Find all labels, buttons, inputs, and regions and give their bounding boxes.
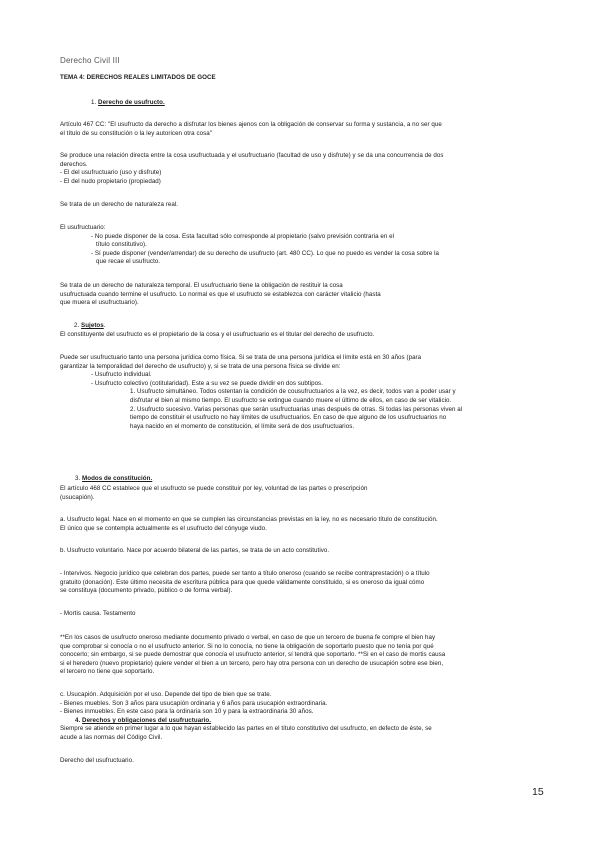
section-title: Modos de constitución. (82, 475, 153, 482)
paragraph-line: Se trata de un derecho de naturaleza temporal. El usufructuario tiene la obligación de restituir la cosa (60, 282, 343, 289)
topic-title: TEMA 4: DERECHOS REALES LIMITADOS DE GOCE (60, 74, 216, 81)
paragraph-line: que muera el usufructuario). (60, 299, 139, 307)
paragraph-line: Se produce una relación directa entre la cosa usufructuada y el usufructuario (facultad de uso y disfrute) y se da una concurrencia de dos (60, 152, 444, 159)
section-heading-3 (75, 475, 152, 484)
paragraph-line: el título de su constitución o la ley autoricen otra cosa" (60, 129, 212, 137)
list-item: - No puede disponer de la cosa. Esta facultad sólo corresponde al propietario (salvo previsión contraria en el (91, 232, 395, 240)
paragraph-line: - Mortis causa. Testamento (60, 610, 136, 617)
paragraph-line: Se trata de un derecho de naturaleza real. (60, 201, 179, 208)
paragraph-line: a. Usufructo legal. Nace en el momento en que se cumplen las circunstancias previstas en la ley, no es necesario título de constitución. (60, 516, 438, 523)
list-item: - Sí puede disponer (vender/arrendar) de su derecho de usufructo (art. 480 CC). Lo que no puedo es vender la cosa sobre la (91, 249, 439, 257)
list-item-continuation: que recae el usufructo. (96, 258, 161, 266)
note-line: si el heredero (nuevo propietario) quiere vender el bien a un tercero, pero hay otra persona con un derecho de usucapión sobre ese bien, (60, 659, 444, 667)
page-number: 15 (532, 786, 544, 798)
section-title: Sujetos (81, 322, 104, 329)
paragraph-line: El constituyente del usufructo es el propietario de la cosa y el usufructuario es el titular del derecho de usufructo. (60, 330, 375, 338)
running-header: Derecho Civil III (60, 56, 120, 65)
paragraph-line: c. Usucapión. Adquisición por el uso. Depende del tipo de bien que se trate. (60, 691, 272, 698)
paragraph-line: b. Usufructo voluntario. Nace por acuerdo bilateral de las partes, se trata de un acto constitutivo. (60, 547, 330, 554)
note-line: **En los casos de usufructo oneroso mediante documento privado o verbal, en caso de que un tercero de buena fe compre el bien hay (60, 634, 436, 641)
note-line: que comprobar si conocía o no el usufructo anterior. Si no lo conocía, no tiene la obligación de soportarlo puesto que no tenía por qué (60, 642, 434, 650)
sublist-item: 1. Usufructo simultáneo. Todos ostentan la condición de cousufructuarios a la vez, es decir, todos van a poder usar y (130, 388, 456, 396)
paragraph-line: Siempre se atiende en primer lugar a lo que hayan establecido las partes en el título constitutivo del usufructo, en defecto de éste, se (60, 725, 432, 733)
list-item: - Bienes muebles. Son 3 años para usucapión ordinaria y 6 años para usucapión extraordinaria. (60, 699, 328, 707)
paragraph-line: - Intervivos. Negocio jurídico que celebran dos partes, puede ser tanto a título oneroso (cuando se recibe contraprestación) o a título (60, 570, 430, 577)
paragraph-line: garantizar la temporalidad del derecho de usufructo) y, si se trata de una persona física se divide en: (60, 362, 341, 370)
paragraph-line: gratuito (donación). Este último necesita de escritura pública para que quede válidamente constituido, si es oneroso da igual cómo (60, 578, 425, 586)
paragraph-line: se constituya (documento privado, público o de forma verbal). (60, 587, 233, 595)
note-line: conocerlo; sin embargo, si se puede demostrar que conocía el usufructo anterior, sí tendrá que soportarlo. **Si en el caso de mortis causa (60, 651, 446, 659)
paragraph-line: El único que se contempla actualmente es el usufructo del cónyuge viudo. (60, 524, 267, 532)
section-heading-4 (75, 717, 211, 726)
list-item: - Bienes inmuebles. En este caso para la ordinaria son 10 y para la extraordinaria 30 años. (60, 708, 314, 716)
list-item-continuation: título constitutivo). (96, 241, 147, 249)
paragraph-line: derechos. (60, 160, 88, 168)
paragraph-line: usufructuada cuando termine el usufructo. Lo normal es que el usufructo se establezca con carácter vitalicio (hasta (60, 290, 381, 298)
sublist-item: 2. Usufructo sucesivo. Varias personas que serán usufructuarias unas después de otras. Si todas las personas viven al (130, 405, 463, 413)
paragraph-line: El artículo 468 CC establece que el usufructo se puede constituir por ley, voluntad de las partes o prescripción (60, 485, 368, 492)
sublist-item-continuation: haya nacido en el momento de constitución, el límite será de dos usufructuarios. (130, 422, 355, 430)
note-line: el tercero no tiene que soportarlo. (60, 668, 155, 676)
paragraph-line: Derecho del usufructuario. (60, 757, 134, 764)
list-item: - Usufructo individual. (91, 371, 152, 379)
section-heading-2 (74, 322, 106, 331)
section-number: 2. (74, 322, 80, 329)
sublist-item-continuation: disfrutar el bien al mismo tiempo. El usufructo se extingue cuando muere el último de ellos, en caso de ser vitalicio. (130, 397, 452, 404)
paragraph-line: Puede ser usufructuario tanto una persona jurídica como física. Si se trata de una persona jurídica el límite está en 30 años (para (60, 354, 422, 361)
section-title-dot: . (103, 322, 106, 329)
paragraph-line: Artículo 467 CC: "El usufructo da derecho a disfrutar los bienes ajenos con la obligación de conservar su forma y sustancia, a no ser que (60, 121, 442, 128)
paragraph-line: acude a las normas del Código Civil. (60, 734, 163, 741)
list-item: - El del nudo propietario (propiedad) (60, 177, 161, 185)
list-item: - Usufructo colectivo (cotitularidad). Este a su vez se puede dividir en dos subtipos. (91, 379, 323, 387)
paragraph-line: El usufructuario: (60, 224, 106, 231)
section-title: Derecho de usufructo. (98, 99, 165, 106)
section-number: 3. (75, 475, 81, 482)
section-number: 4. (75, 716, 81, 724)
sublist-item-continuation: tiempo de constituir el usufructo no hay límites de usufructuarios. En caso de que alguno de los usufructuarios no (130, 414, 447, 422)
section-heading-1 (91, 99, 165, 108)
paragraph-line: (usucapión). (60, 493, 95, 501)
list-item: - El del usufructuario (uso y disfrute) (60, 169, 162, 177)
section-title: Derechos y obligaciones del usufructuario. (82, 716, 212, 724)
section-number: 1. (91, 99, 97, 106)
